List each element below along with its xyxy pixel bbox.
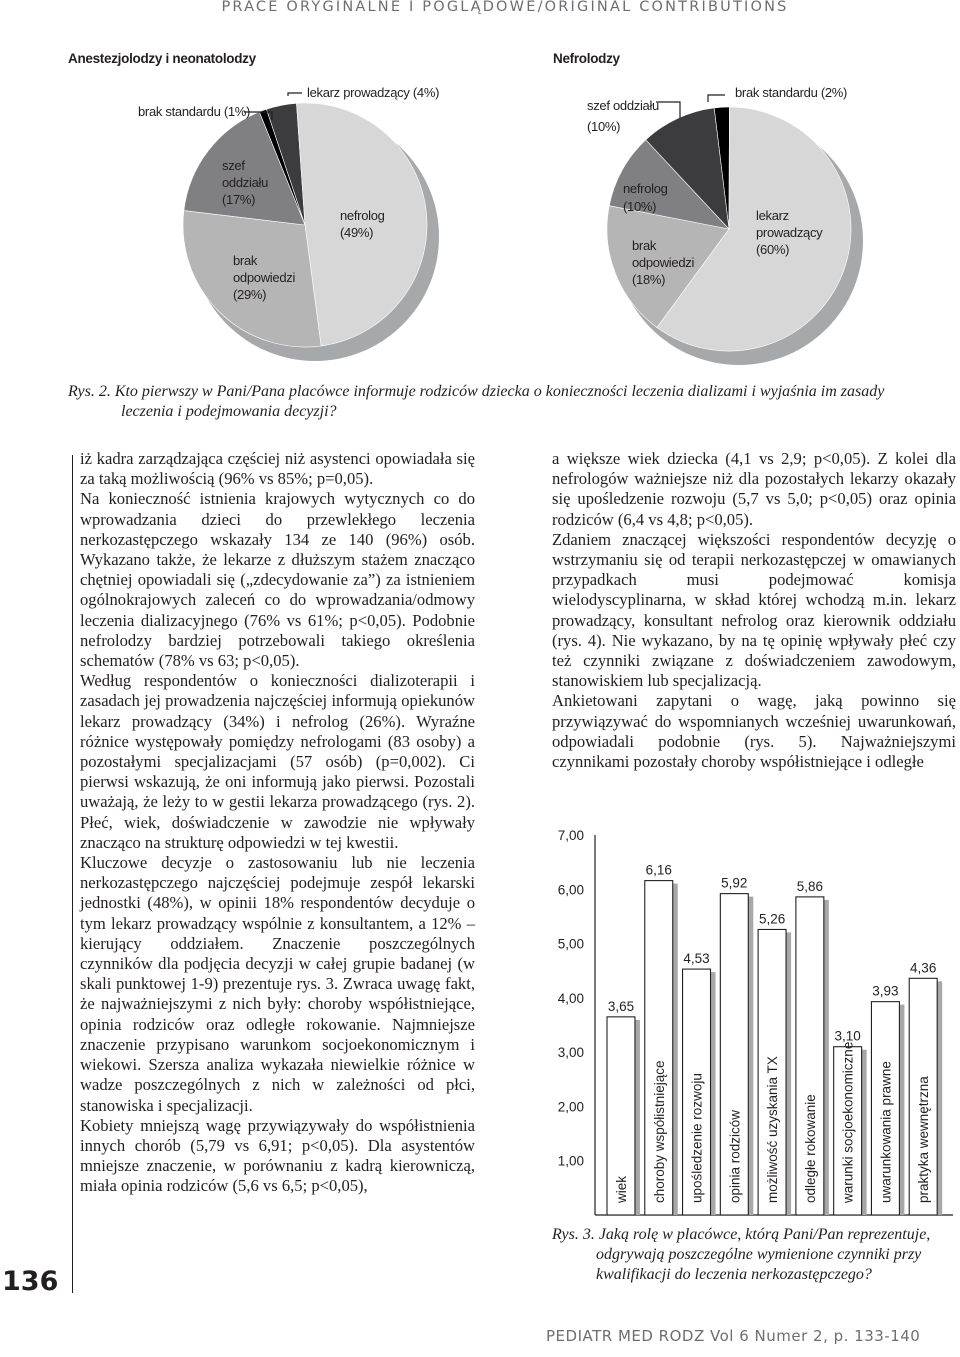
bar-value-label: 5,92: [721, 875, 748, 891]
bar-value-label: 3,65: [607, 998, 635, 1014]
bar-value-label: 5,86: [796, 878, 824, 894]
paragraph: a większe wiek dziecka (4,1 vs 2,9; p<0,05). Z kolei dla nefrologów ważniejsze niż dla pozostałych lekarzy okazały się upośledzenie rozwoju (5,7 vs 5,0; p<0,05) oraz opinia rodziców (6,4 vs 4,8; p<0,05).: [552, 449, 956, 529]
bar-category-label: warunki socjoekonomiczne: [840, 1041, 856, 1203]
y-tick-label: 3,00: [557, 1045, 584, 1061]
paragraph: Zdaniem znaczącej większości respondentów decyzję o wstrzymaniu się od terapii nerkozastępczej w omawianych przypadkach musi podejmować komisja wielodyscyplinarna, w skład której wchodzą m.in. lekarz prowadzący, konsultant nefrolog oraz kierownik oddziału (rys. 4). Nie wykazano, by na tę opinię wpływały płeć czy też czynniki związane z doświadczeniem zawodowym, stanowiskiem lub specjalizacją.: [552, 529, 956, 691]
left-label-szef: szef oddziału (17%): [222, 158, 269, 207]
left-label-lekarz: lekarz prowadzący (4%): [307, 85, 440, 100]
figure2-caption: Rys. 2. Kto pierwszy w Pani/Pana placówce informuje rodziców dziecka o konieczności leczenia dializami i wyjaśnia im zasady leczenia i podejmowania decyzji?: [68, 383, 885, 420]
right-label-nefrolog: nefrolog (10%): [623, 181, 668, 214]
bar-category-label: opinia rodziców: [727, 1109, 743, 1203]
right-pie-title: Nefrolodzy: [553, 51, 620, 66]
bar-category-label: upośledzenie rozwoju: [689, 1073, 705, 1203]
leader-line: [656, 102, 680, 118]
y-tick-label: 1,00: [557, 1153, 584, 1169]
page-number: 136: [2, 1266, 59, 1297]
right-label-szef: szef oddziału (10%): [587, 98, 659, 134]
bar-value-label: 3,93: [872, 983, 899, 999]
left-pie-title: Anestezjolodzy i neonatolodzy: [68, 51, 256, 66]
figure3-caption: Rys. 3. Jaką rolę w placówce, którą Pani/Pan reprezentuje, odgrywają poszczególne wymienione czynniki przy kwalifikacji do leczenia nerkozastępczego?: [552, 1226, 931, 1283]
paragraph: Na konieczność istnienia krajowych wytycznych co do wprowadzania dzieci do przewlekłego leczenia nerkozastępczego wskazały 134 ze 140 (96%) osób. Wykazano także, że lekarze z dłuższym stażem znacząco chętniej opowiadali się („zdecydowanie za”) za istnieniem ogólnokrajowych zaleceń co do wprowadzania/odmowy leczenia dializacyjnego (76% vs 61%; p<0,05). Podobnie nefrolodzy bardziej potrzebowali takiego określenia schematów (78% vs 63; p<0,05).: [80, 489, 475, 671]
left-label-brak-odpowiedzi: brak odpowiedzi (29%): [233, 253, 296, 302]
leader-line: [288, 93, 302, 96]
bar-value-label: 6,16: [645, 862, 672, 878]
y-tick-label: 5,00: [557, 936, 584, 952]
bar-category-label: możliwość uzyskania TX: [765, 1056, 781, 1203]
paragraph: Kobiety mniejszą wagę przywiązywały do współistnienia innych chorób (5,79 vs 6,91; p<0,05). Dla asystentów mniejsze znaczenie, w porównaniu z kadrą kierowniczą, miała opinia rodziców (5,6 vs 6,5; p<0,05),: [80, 1115, 475, 1196]
y-tick-label: 4,00: [557, 990, 584, 1006]
bar-value-label: 5,26: [758, 911, 786, 927]
bar-category-label: uwarunkowania prawne: [878, 1061, 894, 1203]
right-column: [552, 449, 956, 772]
y-tick-label: 7,00: [557, 828, 584, 843]
journal-footer: PEDIATR MED RODZ Vol 6 Numer 2, p. 133-140: [546, 1327, 921, 1345]
bar-category-label: choroby współistniejące: [651, 1060, 667, 1203]
y-tick-label: 6,00: [557, 882, 584, 898]
bar-value-label: 4,53: [683, 951, 710, 967]
left-pie-chart: [183, 103, 427, 347]
right-label-brak-standardu: brak standardu (2%): [735, 85, 848, 100]
column-rule: [72, 455, 73, 1293]
left-label-nefrolog: nefrolog (49%): [340, 208, 385, 240]
right-label-lekarz: lekarz prowadzący (60%): [756, 208, 823, 257]
paragraph: iż kadra zarządzająca częściej niż asystenci opowiadała się za taką możliwością (96% vs 85%; p=0,05).: [80, 449, 475, 489]
bar-value-label: 3,10: [834, 1028, 861, 1044]
left-label-brak-standardu: brak standardu (1%): [138, 104, 251, 119]
leader-line: [708, 95, 725, 102]
pie-charts: [0, 0, 960, 380]
left-column: [80, 449, 475, 1197]
right-label-brak-odpowiedzi: brak odpowiedzi (18%): [632, 238, 695, 287]
bar-category-label: wiek: [613, 1175, 629, 1203]
paragraph: Według respondentów o konieczności dializoterapii i zasadach jej prowadzenia najczęściej informują opiekunów lekarz prowadzący (34%) i nefrolog (26%). Wyraźne różnice występowały pomiędzy nefrologami (83 osoby) a pozostałymi specjalizacjami (57 osób) (p=0,002). Ci pierwsi wskazują, że oni informują jako pierwsi. Pozostali uważają, że leży to w gestii lekarza prowadzącego (rys. 2). Płeć, wiek, doświadczenie w zawodzie nie wpływały znacząco na strukturę odpowiedzi w tej kwestii.: [80, 671, 475, 852]
paragraph: Kluczowe decyzje o zastosowaniu lub nie leczenia nerkozastępczego najczęściej podejmuje zespół lekarski jednostki (48%), w opinii 18% respondentów decyduje o tym lekarz prowadzący wspólnie z konsultantem, a 12% – kierujący oddziałem. Znaczenie poszczególnych czynników dla podjęcia decyzji w całej grupie badanej (w skali punktowej 1-9) prezentuje rys. 3. Zwraca uwagę fakt, że najważniejszymi z nich były: choroby współistniejące, opinia rodziców oraz odległe rokowanie. Najmniejsze znaczenie przypisano warunkom socjoekonomicznym i wiekowi. Szersza analiza wykazała niewielkie różnice w wadze poszczególnych z nich w zależności od płci, stanowiska i specjalizacji.: [80, 853, 475, 1115]
bar-chart: [540, 815, 960, 1225]
y-tick-label: 2,00: [557, 1099, 584, 1115]
paragraph: Ankietowani zapytani o wagę, jaką powinno się przywiązywać do wspomnianych wcześniej uwarunkowań, odpowiadali podobnie (rys. 5). Najważniejszymi czynnikami pozostały choroby współistniejące i odległe: [552, 691, 956, 772]
journal-header: PRACE ORYGINALNE I POGLĄDOWE/ORIGINAL CONTRIBUTIONS: [221, 0, 789, 15]
bar-category-label: praktyka wewnętrzna: [916, 1076, 932, 1203]
bar-category-label: odległe rokowanie: [802, 1094, 818, 1203]
bar-value-label: 4,36: [910, 960, 937, 976]
